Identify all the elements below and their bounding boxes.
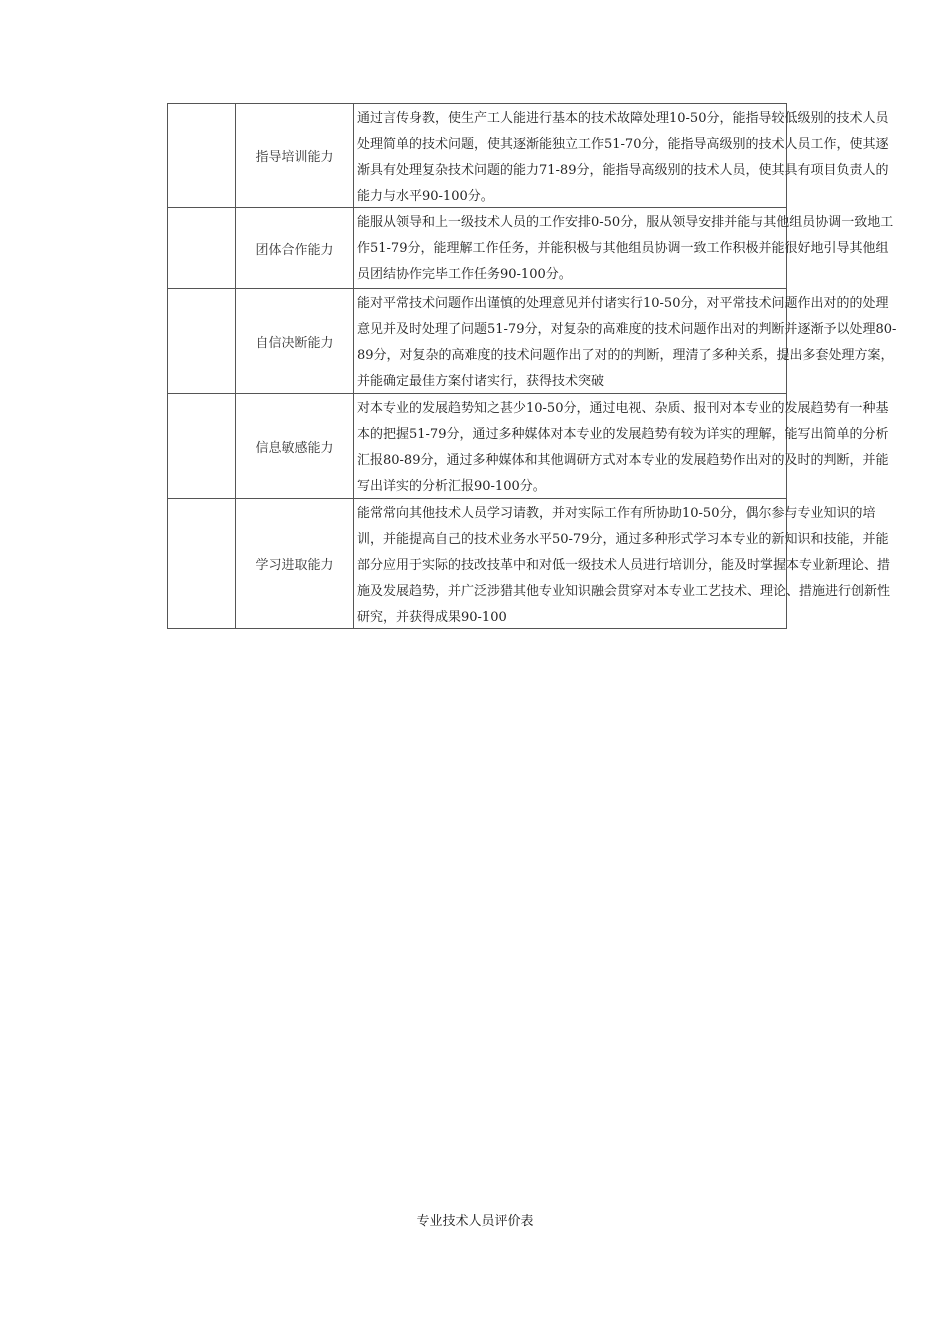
row-label: 团体合作能力 [236, 208, 354, 288]
row-description: 能常常向其他技术人员学习请教，并对实际工作有所协助10-50分，偶尔参与专业知识的培训，并能提高自己的技术业务水平50-79分，通过多种形式学习本专业的新知识和技能，并能部分应用于实际的技改技革中和对低一级技术人员进行培训分，能及时掌握本专业新理论、措施及发展趋势，并广泛涉猎其他专业知识融会贯穿对本专业工艺技术、理论、措施进行创新性研究，并获得成果90-100 [357, 506, 891, 625]
description-cell [354, 208, 894, 288]
description-cell [354, 289, 897, 393]
table-row [168, 207, 894, 288]
row-label: 信息敏感能力 [236, 394, 354, 498]
row-description: 能对平常技术问题作出谨慎的处理意见并付诸实行10-50分，对平常技术问题作出对的的处理意见并及时处理了问题51-79分，对复杂的高难度的技术问题作出对的判断并逐渐予以处理80-89分，对复杂的高难度的技术问题作出了对的的判断，理清了多种关系，提出多套处理方案，并能确定最佳方案付诸实行，获得技术突破 [357, 296, 897, 389]
description-cell [354, 394, 889, 498]
page-title: 专业技术人员评价表 [416, 1214, 534, 1229]
row-label: 指导培训能力 [236, 104, 354, 207]
description-cell [354, 104, 889, 207]
row-description: 通过言传身教，使生产工人能进行基本的技术故障处理10-50分，能指导较低级别的技术人员处理简单的技术问题，使其逐渐能独立工作51-70分，能指导高级别的技术人员工作，使其逐渐具有处理复杂技术问题的能力71-89分，能指导高级别的技术人员，使其具有项目负责人的能力与水平90-100分。 [357, 111, 889, 204]
row-label: 自信决断能力 [236, 289, 354, 393]
table-row [168, 393, 889, 498]
evaluation-table [167, 103, 897, 629]
row-description: 对本专业的发展趋势知之甚少10-50分，通过电视、杂质、报刊对本专业的发展趋势有一种基本的把握51-79分，通过多种媒体对本专业的发展趋势有较为详实的理解，能写出简单的分析汇报80-89分，通过多种媒体和其他调研方式对本专业的发展趋势作出对的及时的判断，并能写出详实的分析汇报90-100分。 [357, 401, 889, 494]
category-cell [168, 289, 236, 393]
table-row [168, 498, 891, 628]
category-cell [168, 499, 236, 628]
row-label: 学习进取能力 [236, 499, 354, 628]
category-cell [168, 394, 236, 498]
category-cell [168, 104, 236, 207]
row-description: 能服从领导和上一级技术人员的工作安排0-50分，服从领导安排并能与其他组员协调一致地工作51-79分，能理解工作任务，并能积极与其他组员协调一致工作积极并能很好地引导其他组员团结协作完毕工作任务90-100分。 [357, 215, 894, 282]
table-row [168, 288, 897, 393]
category-cell [168, 208, 236, 288]
table-row [168, 103, 889, 207]
description-cell [354, 499, 891, 628]
